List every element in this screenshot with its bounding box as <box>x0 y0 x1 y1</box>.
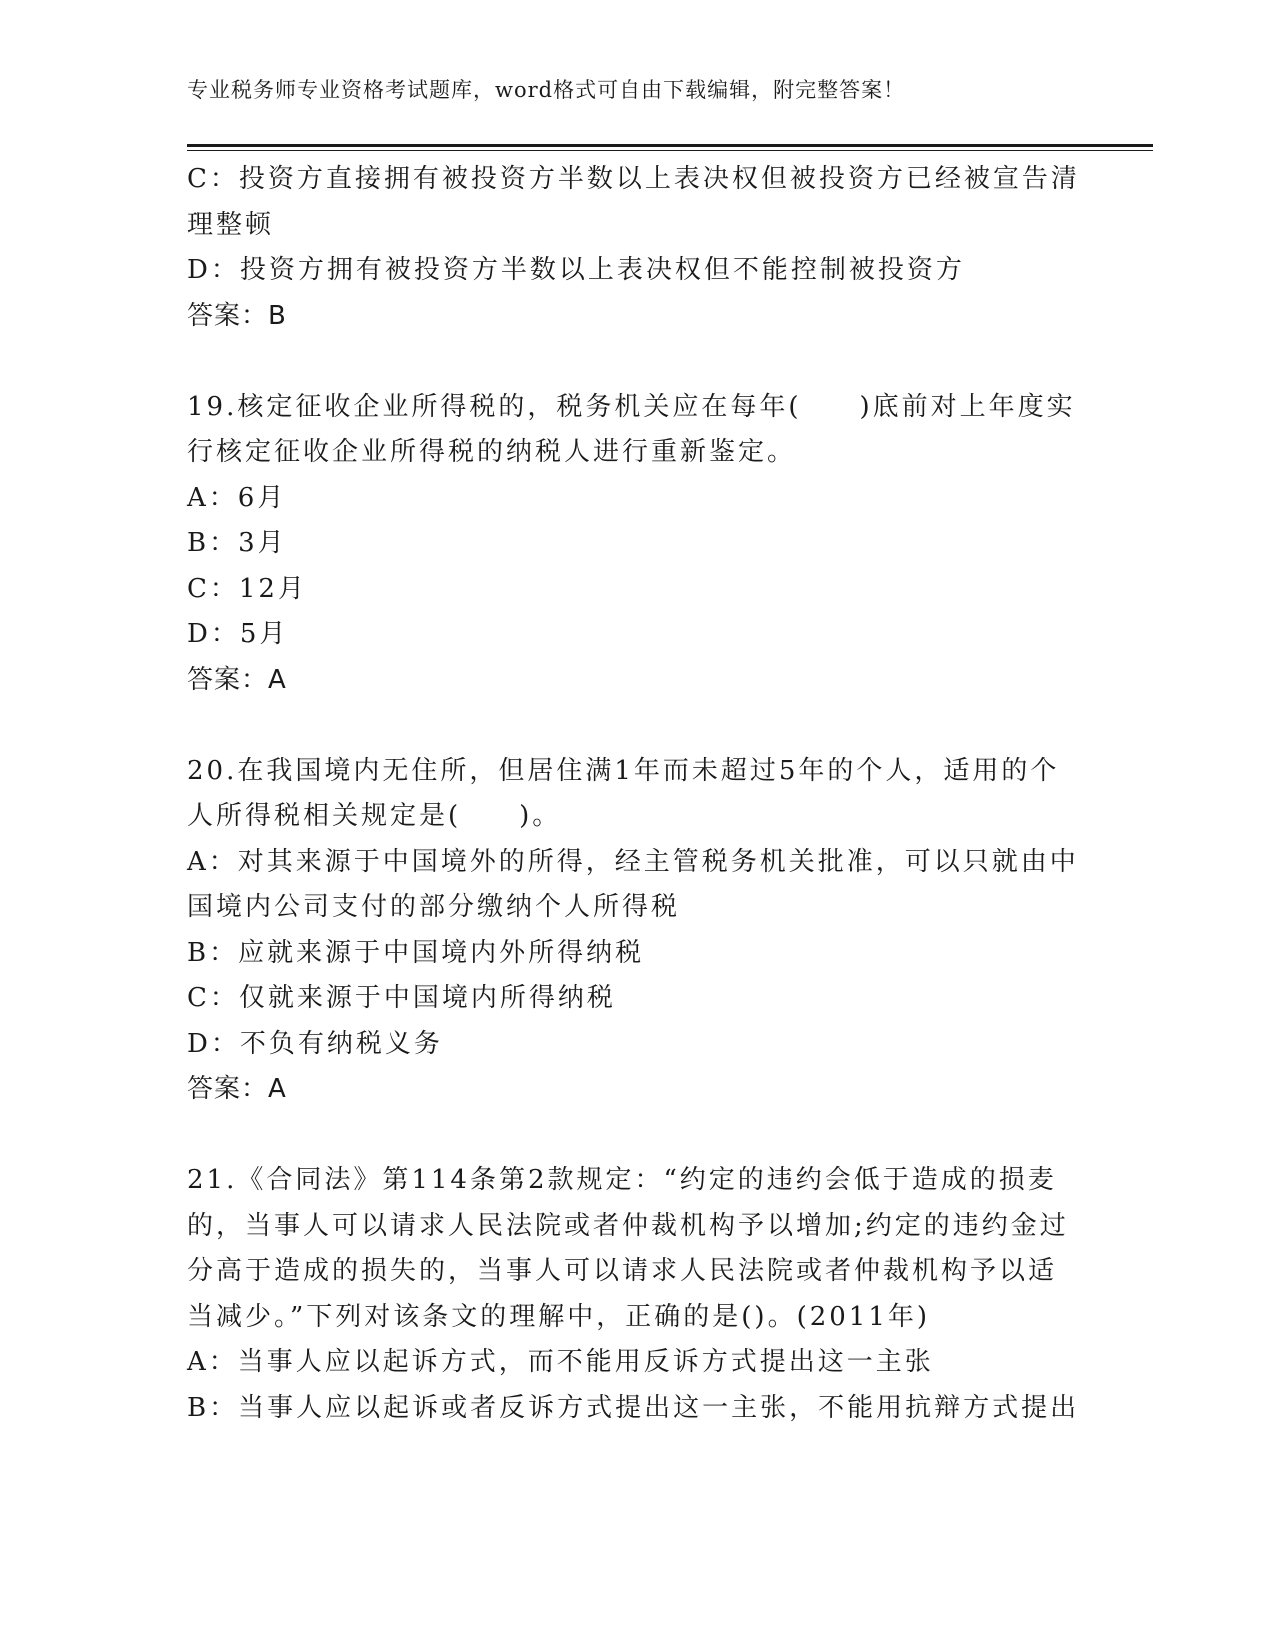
option-line: C：投资方直接拥有被投资方半数以上表决权但被投资方已经被宣告清 <box>187 164 1080 194</box>
block-spacer <box>187 339 1087 385</box>
question-text: 21.《合同法》第114条第2款规定：“约定的违约会低于造成的损麦 <box>187 1165 1057 1195</box>
block-spacer <box>187 703 1087 749</box>
question-text: 行核定征收企业所得税的纳税人进行重新鉴定。 <box>187 437 797 467</box>
question-text: 当减少。”下列对该条文的理解中，正确的是()。(2011年) <box>187 1301 931 1332</box>
option-line: A：当事人应以起诉方式，而不能用反诉方式提出这一主张 <box>187 1347 934 1377</box>
question-block <box>187 1158 1087 1431</box>
option-line: D：投资方拥有被投资方半数以上表决权但不能控制被投资方 <box>187 255 965 285</box>
option-line: 理整顿 <box>187 209 275 240</box>
option-line: C：仅就来源于中国境内所得纳税 <box>187 983 616 1013</box>
option-line: A：6月 <box>187 482 287 513</box>
question-block <box>187 157 1087 339</box>
block-spacer <box>187 1113 1087 1159</box>
question-text: 20.在我国境内无住所，但居住满1年而未超过5年的个人，适用的个 <box>187 755 1060 786</box>
answer-line: 答案：A <box>187 1074 287 1104</box>
page-header: 专业税务师专业资格考试题库，word格式可自由下载编辑，附完整答案！ <box>187 78 906 102</box>
question-text: 19.核定征收企业所得税的，税务机关应在每年( )底前对上年度实 <box>187 391 1076 422</box>
answer-line: 答案：B <box>187 300 287 331</box>
option-line: D：不负有纳税义务 <box>187 1028 443 1059</box>
question-block <box>187 749 1087 1113</box>
question-text: 人所得税相关规定是( )。 <box>187 801 562 831</box>
option-line: C：12月 <box>187 573 307 604</box>
header-rule-thick <box>187 144 1153 147</box>
option-line: B：应就来源于中国境内外所得纳税 <box>187 937 645 968</box>
question-text: 分高于造成的损失的，当事人可以请求人民法院或者仲裁机构予以适 <box>187 1256 1058 1286</box>
question-block <box>187 385 1087 704</box>
document-body <box>187 157 1087 1431</box>
option-line: B：3月 <box>187 528 287 558</box>
option-line: 国境内公司支付的部分缴纳个人所得税 <box>187 892 681 922</box>
answer-line: 答案：A <box>187 664 287 695</box>
option-line: D：5月 <box>187 619 289 649</box>
option-line: A：对其来源于中国境外的所得，经主管税务机关批准，可以只就由中 <box>187 846 1079 877</box>
question-text: 的，当事人可以请求人民法院或者仲裁机构予以增加;约定的违约金过 <box>187 1210 1069 1241</box>
option-line: B：当事人应以起诉或者反诉方式提出这一主张，不能用抗辩方式提出 <box>187 1392 1080 1423</box>
header-rule-thin <box>187 150 1153 151</box>
